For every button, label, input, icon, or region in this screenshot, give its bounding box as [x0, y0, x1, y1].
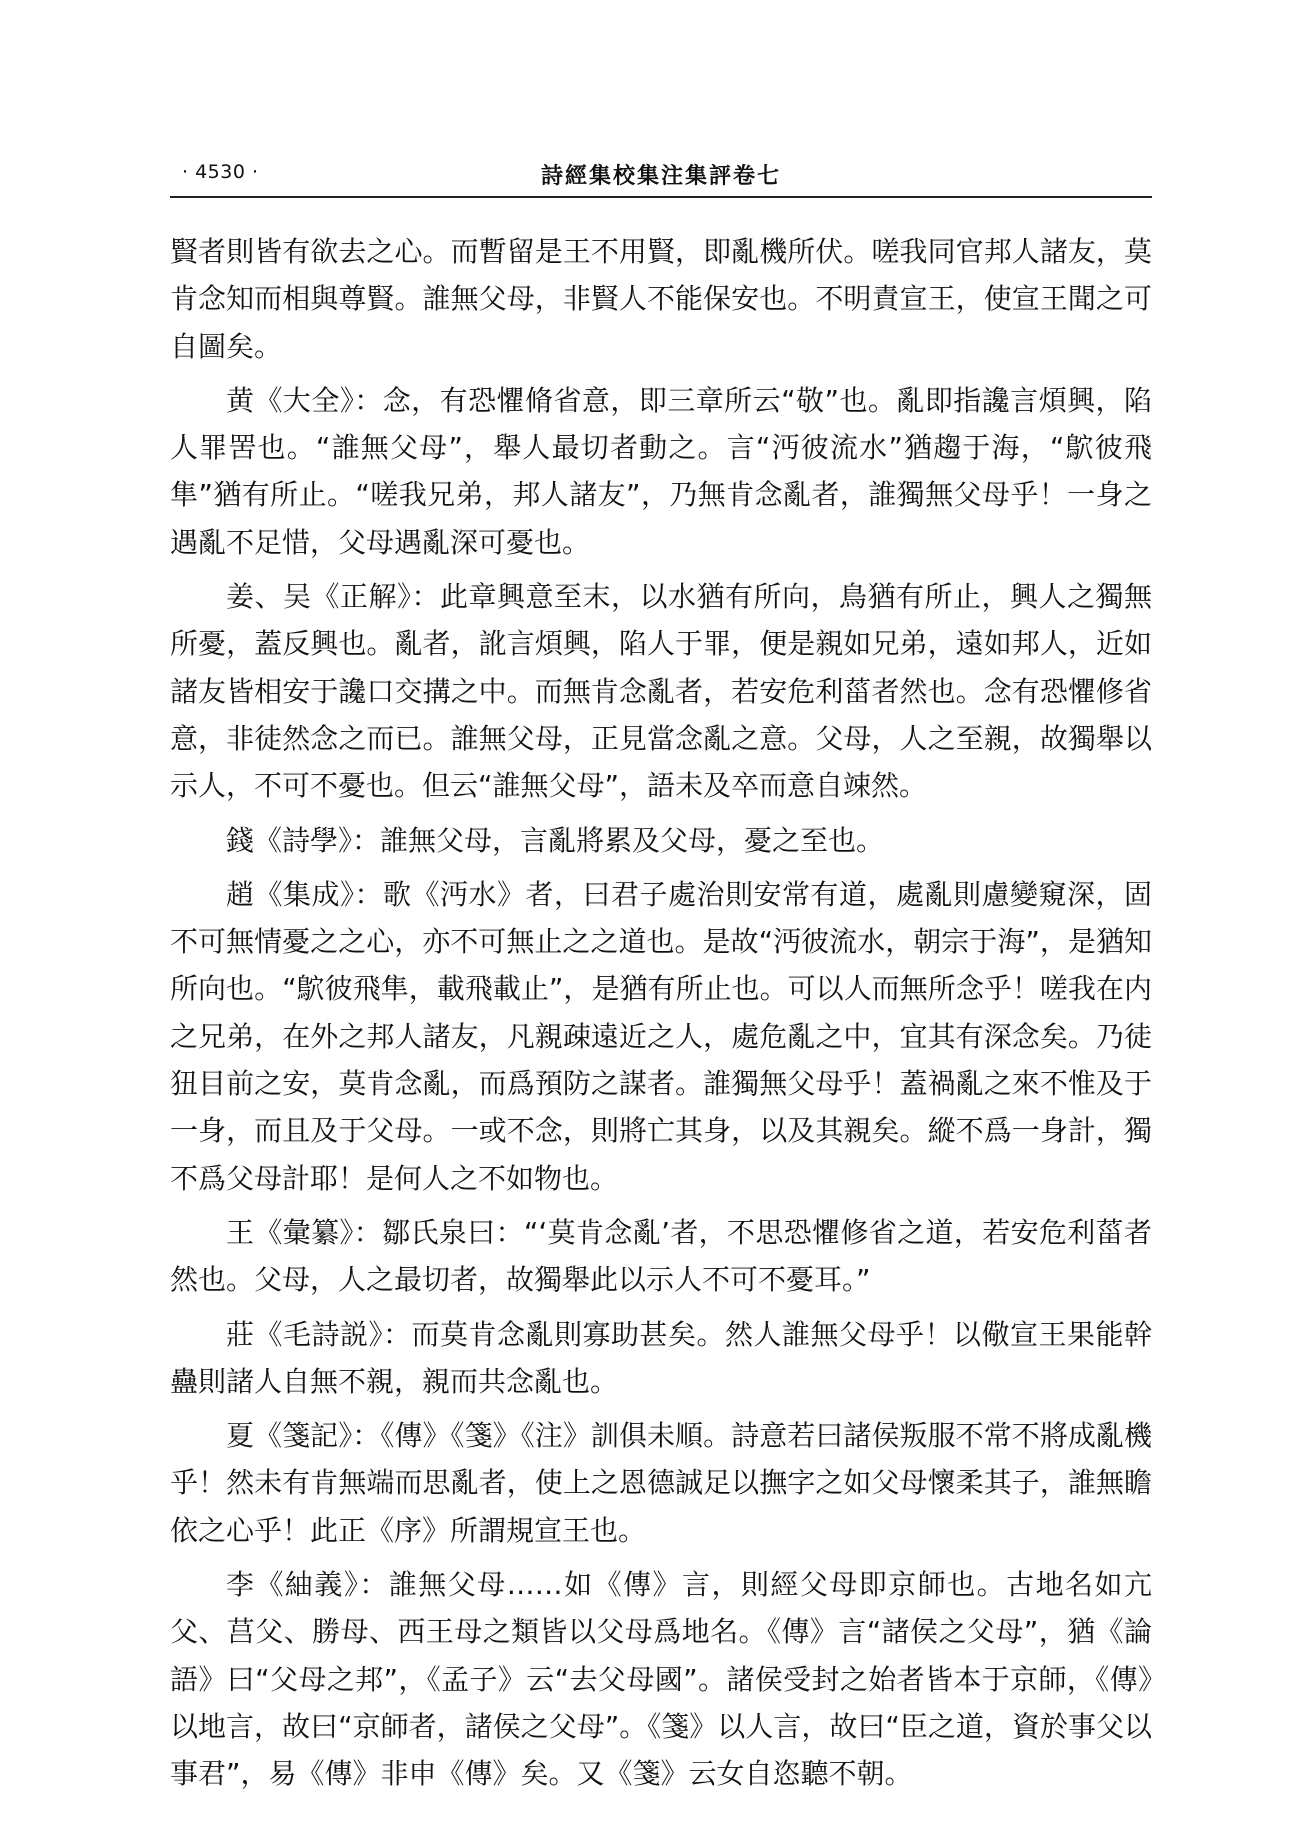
paragraph: 夏《箋記》：《傳》《箋》《注》訓俱未順。詩意若曰諸侯叛服不常不將成亂機乎！然未有肯無端而思亂者，使上之恩德誠足以撫字之如父母懷柔其子，誰無瞻依之心乎！此正《序》所謂規宣王也。 — [170, 1419, 1152, 1547]
header-rule — [170, 196, 1152, 198]
paragraph: 錢《詩學》：誰無父母，言亂將累及父母，憂之至也。 — [226, 823, 885, 857]
paragraph: 黄《大全》：念，有恐懼脩省意，即三章所云“敬”也。亂即指讒言煩興，陷人罪罟也。“誰無父母”，舉人最切者動之。言“沔彼流水”猶趨于海，“鴥彼飛隼”猶有所止。“嗟我兄弟，邦人諸友”，乃無肯念亂者，誰獨無父母乎！一身之遇亂不足惜，父母遇亂深可憂也。 — [170, 383, 1152, 559]
paragraph: 賢者則皆有欲去之心。而暫留是王不用賢，即亂機所伏。嗟我同官邦人諸友，莫肯念知而相與尊賢。誰無父母，非賢人不能保安也。不明責宣王，使宣王聞之可自圖矣。 — [170, 235, 1152, 363]
body-text — [170, 228, 1152, 1805]
page-header — [170, 161, 1152, 201]
running-title: 詩經集校集注集評卷七 — [540, 163, 781, 189]
paragraph: 趙《集成》：歌《沔水》者，曰君子處治則安常有道，處亂則慮變窺深，固不可無情憂之之心，亦不可無止之之道也。是故“沔彼流水，朝宗于海”，是猶知所向也。“鴥彼飛隼，載飛載止”，是猶有所止也。可以人而無所念乎！嗟我在内之兄弟，在外之邦人諸友，凡親疎遠近之人，處危亂之中，宜其有深念矣。乃徒狃目前之安，莫肯念亂，而爲預防之謀者。誰獨無父母乎！蓋禍亂之來不惟及于一身，而且及于父母。一或不念，則將亡其身，以及其親矣。縱不爲一身計，獨不爲父母計耶！是何人之不如物也。 — [170, 877, 1152, 1195]
paragraph: 姜、吴《正解》：此章興意至末，以水猶有所向，鳥猶有所止，興人之獨無所憂，蓋反興也。亂者，訛言煩興，陷人于罪，便是親如兄弟，遠如邦人，近如諸友皆相安于讒口交搆之中。而無肯念亂者，若安危利菑者然也。念有恐懼修省意，非徒然念之而已。誰無父母，正見當念亂之意。父母，人之至親，故獨舉以示人，不可不憂也。但云“誰無父母”，語未及卒而意自竦然。 — [170, 580, 1152, 803]
page-number: · 4530 · — [182, 161, 259, 183]
paragraph: 王《彙纂》：鄒氏泉曰：“‘莫肯念亂’者，不思恐懼修省之道，若安危利菑者然也。父母，人之最切者，故獨舉此以示人不可不憂耳。” — [170, 1215, 1152, 1297]
paragraph: 莊《毛詩説》：而莫肯念亂則寡助甚矣。然人誰無父母乎！以儆宣王果能幹蠱則諸人自無不親，親而共念亂也。 — [170, 1317, 1152, 1398]
paragraph: 李《紬義》：誰無父母……如《傳》言，則經父母即京師也。古地名如亢父、莒父、勝母、西王母之類皆以父母爲地名。《傳》言“諸侯之父母”，猶《論語》曰“父母之邦”，《孟子》云“去父母國”。諸侯受封之始者皆本于京師，《傳》以地言，故曰“京師者，諸侯之父母”。《箋》以人言，故曰“臣之道，資於事父以事君”，易《傳》非申《傳》矣。又《箋》云女自恣聽不朝。 — [170, 1568, 1152, 1791]
